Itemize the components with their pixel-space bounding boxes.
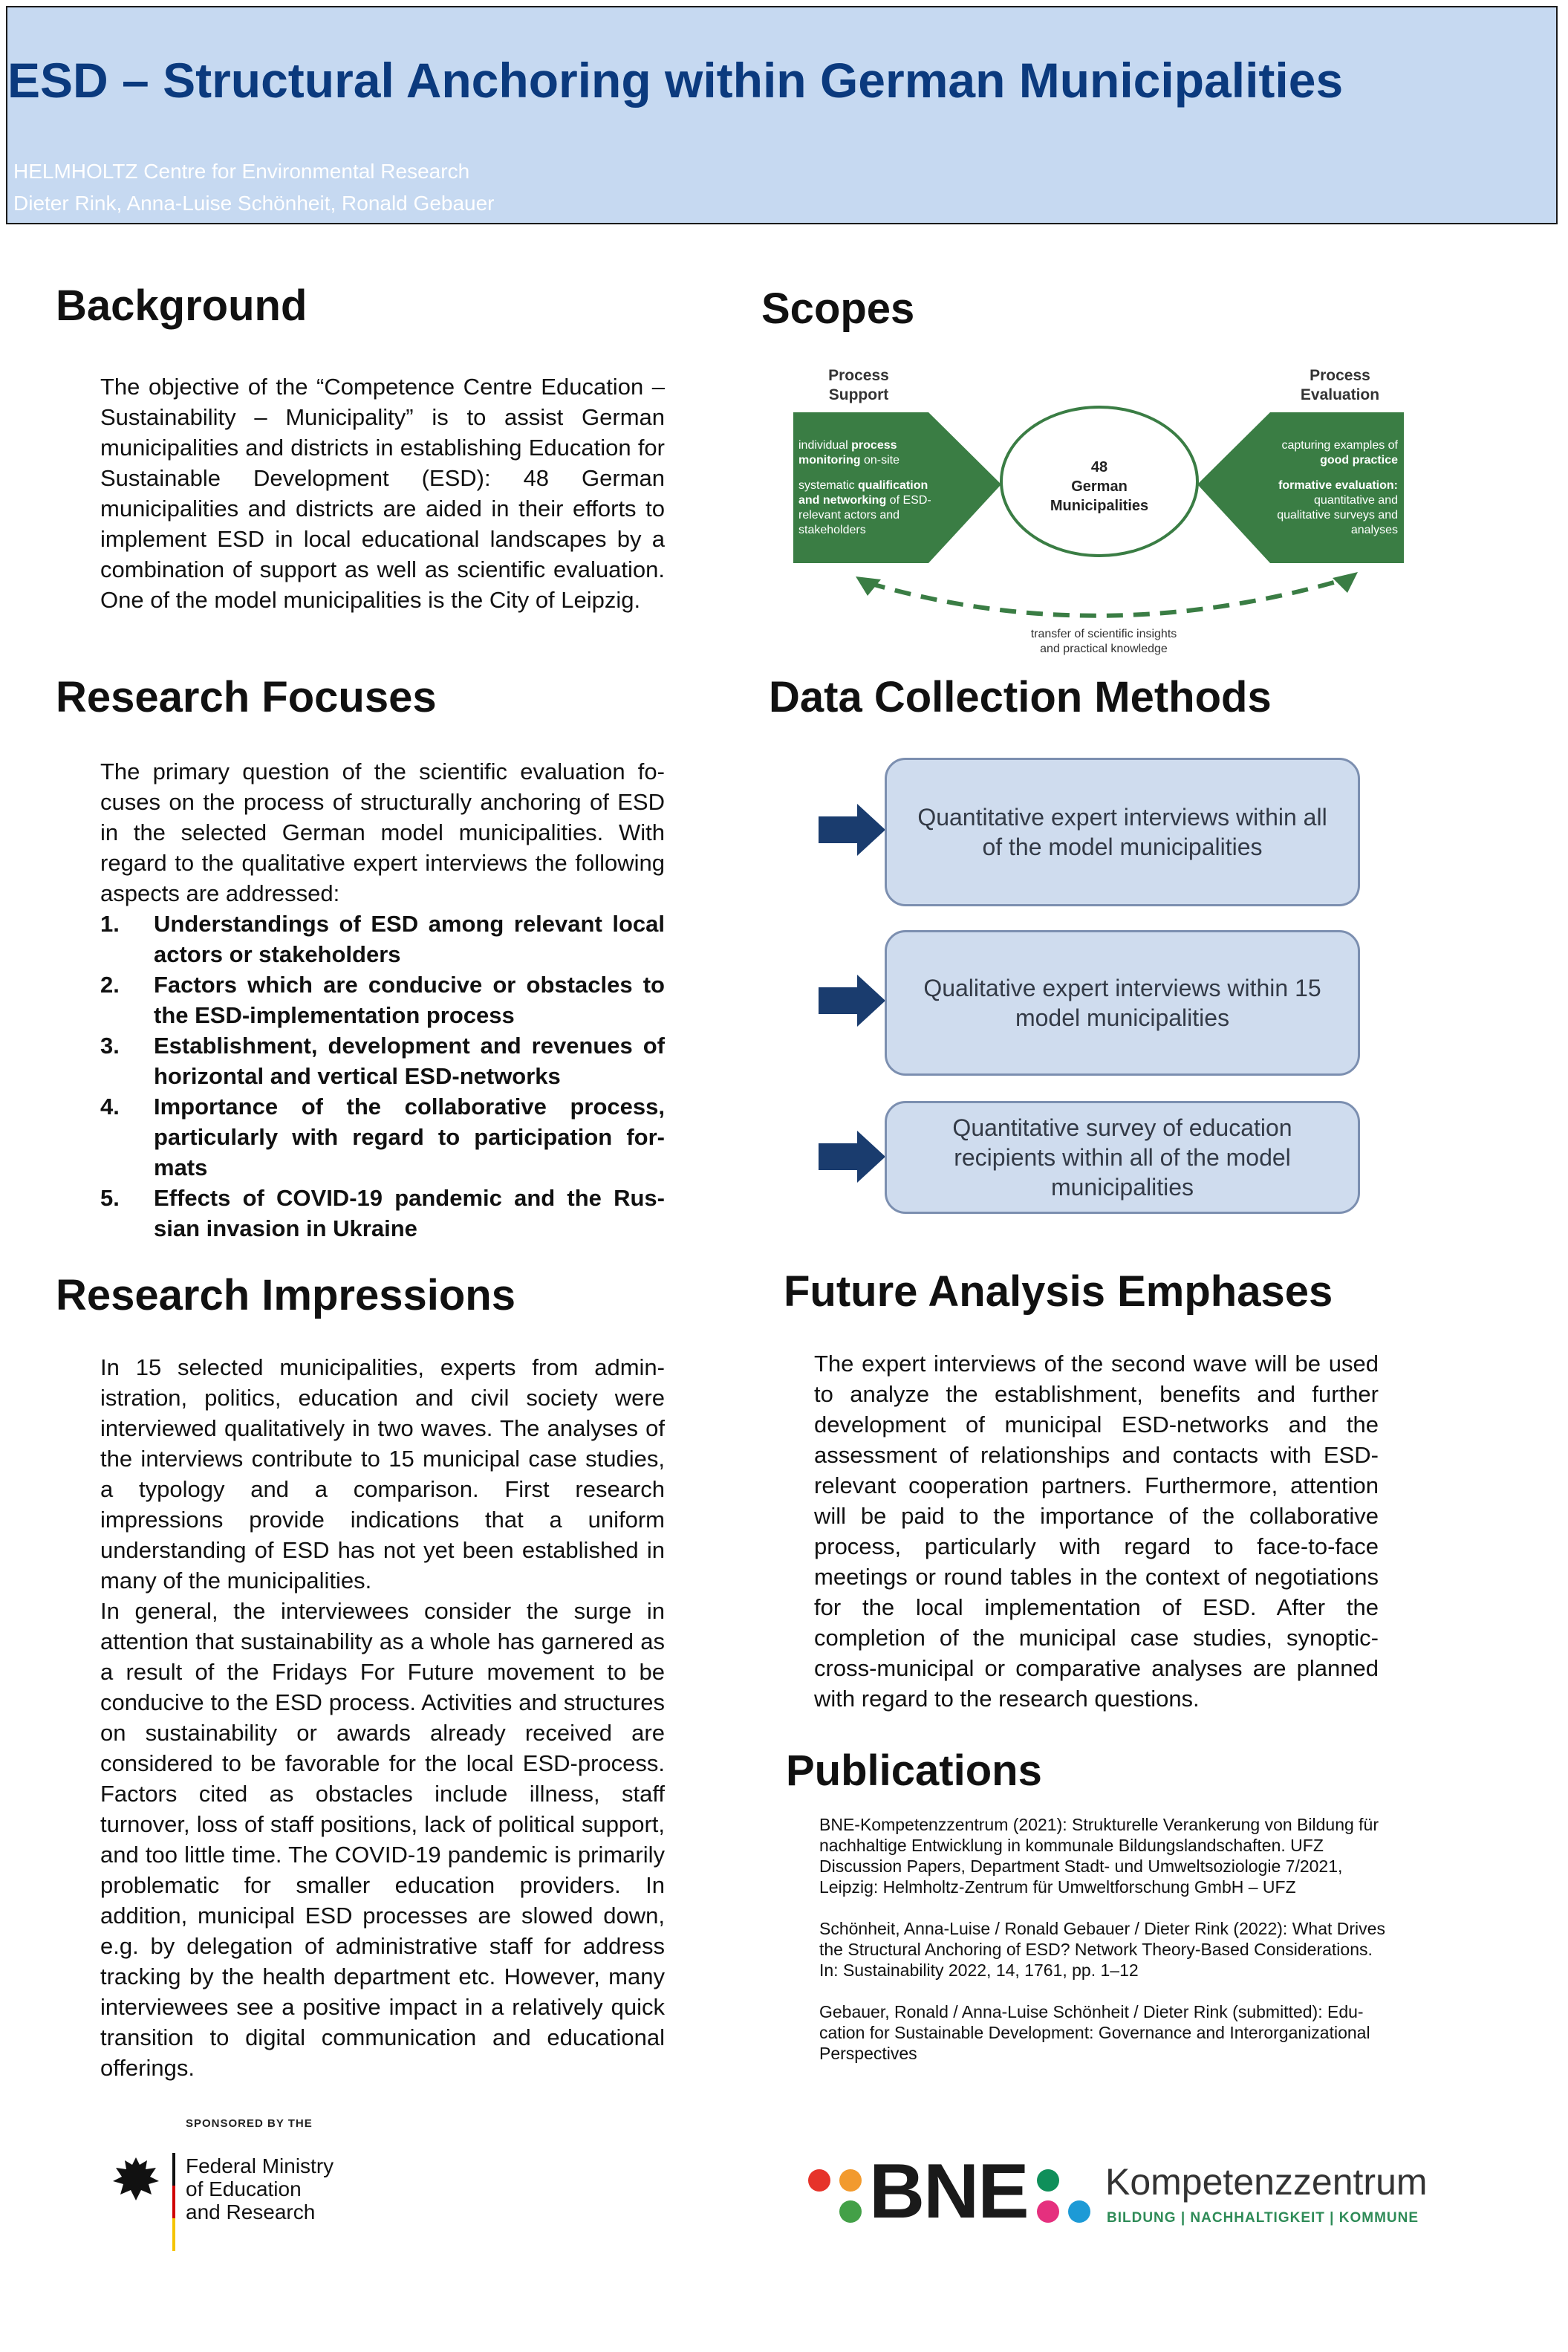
- focus-item: 4. Importance of the collaborative process, particularly with regard to participation formats: [100, 1094, 665, 1180]
- publication-item: Gebauer, Ronald / Anna-Luise Schönheit / Dieter Rink (submitted): Education for Sustainable Development: Governance and Interorganizational Perspectives: [819, 2002, 1370, 2063]
- bne-logo-tagline: BILDUNG | NACHHALTIGKEIT | KOMMUNE: [1107, 2210, 1419, 2226]
- logo-dot-red: [808, 2169, 830, 2192]
- institution: HELMHOLTZ Centre for Environmental Research: [13, 160, 470, 183]
- method-box-2: Qualitative expert interviews within 15 model municipalities: [885, 930, 1360, 1076]
- center-line-3: Municipalities: [1050, 498, 1149, 514]
- research-focuses-heading: Research Focuses: [56, 673, 437, 721]
- center-line-2: German: [1071, 478, 1128, 495]
- publication-item: BNE-Kompetenzzentrum (2021): Strukturelle Verankerung von Bildung für nachhaltige Entwicklung in kommunale Bildungslandschaften. UFZ Discussion Papers, Department Stadt- und Umweltsoziologie 7/2021, Leipzig: Helmholtz-Zentrum für Umweltforschung GmbH – UFZ: [819, 1815, 1379, 1897]
- publications-list: [819, 1814, 1391, 2085]
- arrow-right-icon: [819, 804, 885, 856]
- transfer-arrow: [869, 579, 1344, 616]
- arrow-right-icon: [819, 1131, 885, 1183]
- sponsor-label: SPONSORED BY THE: [186, 2117, 313, 2130]
- svg-text:monitoring on-site: monitoring on-site: [798, 454, 900, 467]
- transfer-line-2: and practical knowledge: [1040, 643, 1168, 655]
- svg-text:systematic qualification: systematic qualification: [798, 479, 928, 492]
- left-title-1: Process: [828, 367, 889, 384]
- future-text: The expert interviews of the second wave will be used to analyze the establishment, benefits and further development of municipal ESD-networks and the assessment of relationships and contacts with ESD-relevant cooperation partners. Furthermore, attention will be paid to the importance of the collaborative process, particularly with regard to face-to-face meetings or round tables in the context of negotiations for the local implementation of ESD. After the completion of the municipal case studies, synoptic-cross-municipal or comparative analyses are planned with regard to the research questions.: [814, 1351, 1379, 1712]
- svg-text:analyses: analyses: [1350, 524, 1398, 536]
- bne-logo-letters: BNE: [869, 2148, 1028, 2235]
- ministry-name: Federal Ministry of Education and Research: [186, 2154, 334, 2223]
- method-box-1: Quantitative expert interviews within all of the model municipalities: [885, 758, 1360, 906]
- flag-red: [172, 2186, 175, 2218]
- background-heading: Background: [56, 282, 308, 330]
- transfer-arrowhead-right: [1333, 572, 1358, 593]
- svg-text:stakeholders: stakeholders: [798, 524, 866, 536]
- research-impressions-heading: Research Impressions: [56, 1271, 515, 1319]
- svg-text:formative evaluation:: formative evaluation:: [1278, 479, 1398, 492]
- research-focuses-block: [100, 756, 665, 1244]
- svg-text:qualitative surveys and: qualitative surveys and: [1277, 509, 1398, 522]
- impressions-paragraph-1: In 15 selected municipalities, experts from administration, politics, education and civil society were interviewed qualitatively in two waves. The analyses of the interviews contribute to 15 municipal case studies, a typology and a comparison. First research impressions provide indications that a uniform understanding of ESD has not yet been established in many of the municipalities.: [100, 1354, 665, 1594]
- authors: Dieter Rink, Anna-Luise Schönheit, Ronald Gebauer: [13, 192, 495, 215]
- research-focuses-intro: The primary question of the scientific evaluation focuses on the process of structurally anchoring of ESD in the selected German model municipalities. With regard to the qualitative expert interviews the following aspects are addressed:: [100, 758, 665, 906]
- poster-title: ESD – Structural Anchoring within German Municipalities: [7, 53, 1344, 108]
- right-title-2: Evaluation: [1300, 386, 1380, 403]
- transfer-line-1: transfer of scientific insights: [1030, 628, 1177, 640]
- impressions-paragraph-2: In general, the interviewees consider the surge in attention that sustainability as a whole has garnered as a result of the Fridays For Future movement to be conducive to the ESD process. Activities and structures on sustainability or awards already received are considered to be favorable for the local ESD-process. Factors cited as obstacles include illness, staff turnover, loss of staff positions, lack of political support, and too little time. The COVID-19 pandemic is primarily problematic for smaller education providers. In addition, municipal ESD processes are slowed down, e.g. by delegation of administrative staff for address tracking by the health department etc. However, many interviewees see a positive impact in a relatively quick transition to digital communication and educational offerings.: [100, 1598, 665, 2081]
- logo-dot-orange: [839, 2169, 862, 2192]
- svg-text:relevant actors and: relevant actors and: [798, 509, 900, 522]
- logo-dot-pink: [1037, 2200, 1059, 2223]
- future-heading: Future Analysis Emphases: [784, 1267, 1333, 1316]
- logo-dot-green: [839, 2200, 862, 2223]
- logo-dot-blue: [1068, 2200, 1090, 2223]
- focus-item: 1. Understandings of ESD among relevant local actors or stakeholders: [100, 911, 665, 967]
- svg-text:capturing examples of: capturing examples of: [1281, 439, 1398, 452]
- background-text: The objective of the “Competence Centre Education – Sustainability – Municipality” is to assist German municipalities and districts in establishing Education for Sustainable Development (ESD): 48 German municipalities and districts are aided in their efforts to implement ESD in local educational landscapes by a combination of support as well as scientific evaluation. One of the model municipalities is the City of Leipzig.: [100, 374, 665, 613]
- flag-black: [172, 2153, 175, 2186]
- data-collection-heading: Data Collection Methods: [769, 673, 1272, 721]
- svg-text:individual process: individual process: [798, 439, 897, 452]
- scopes-heading: Scopes: [761, 285, 915, 333]
- scopes-diagram: [787, 357, 1419, 669]
- focus-item: 5. Effects of COVID-19 pandemic and the Russian invasion in Ukraine: [100, 1185, 665, 1241]
- focus-item: 2. Factors which are conducive or obstacles to the ESD-implementation process: [100, 972, 665, 1028]
- logo-dot-teal: [1037, 2169, 1059, 2192]
- bne-logo-name: Kompetenzzentrum: [1105, 2161, 1428, 2203]
- svg-text:good practice: good practice: [1320, 454, 1398, 467]
- focus-list: [100, 909, 665, 1244]
- arrow-right-icon: [819, 975, 885, 1027]
- flag-gold: [172, 2218, 175, 2251]
- research-impressions-text: [100, 1352, 665, 2083]
- left-title-2: Support: [828, 386, 889, 403]
- publication-item: Schönheit, Anna-Luise / Ronald Gebauer / Dieter Rink (2022): What Drives the Structural Anchoring of ESD? Network Theory-Based Considerations. In: Sustainability 2022, 14, 1761, pp. 1–12: [819, 1919, 1385, 1980]
- center-line-1: 48: [1090, 459, 1108, 475]
- right-title-1: Process: [1310, 367, 1370, 384]
- focus-item: 3. Establishment, development and revenues of horizontal and vertical ESD-networks: [100, 1033, 665, 1089]
- method-box-3: Quantitative survey of education recipients within all of the model municipalities: [885, 1101, 1360, 1214]
- federal-eagle-icon: [111, 2154, 160, 2203]
- svg-text:quantitative and: quantitative and: [1314, 494, 1398, 507]
- svg-text:and networking of ESD-: and networking of ESD-: [798, 494, 931, 507]
- publications-heading: Publications: [786, 1747, 1042, 1795]
